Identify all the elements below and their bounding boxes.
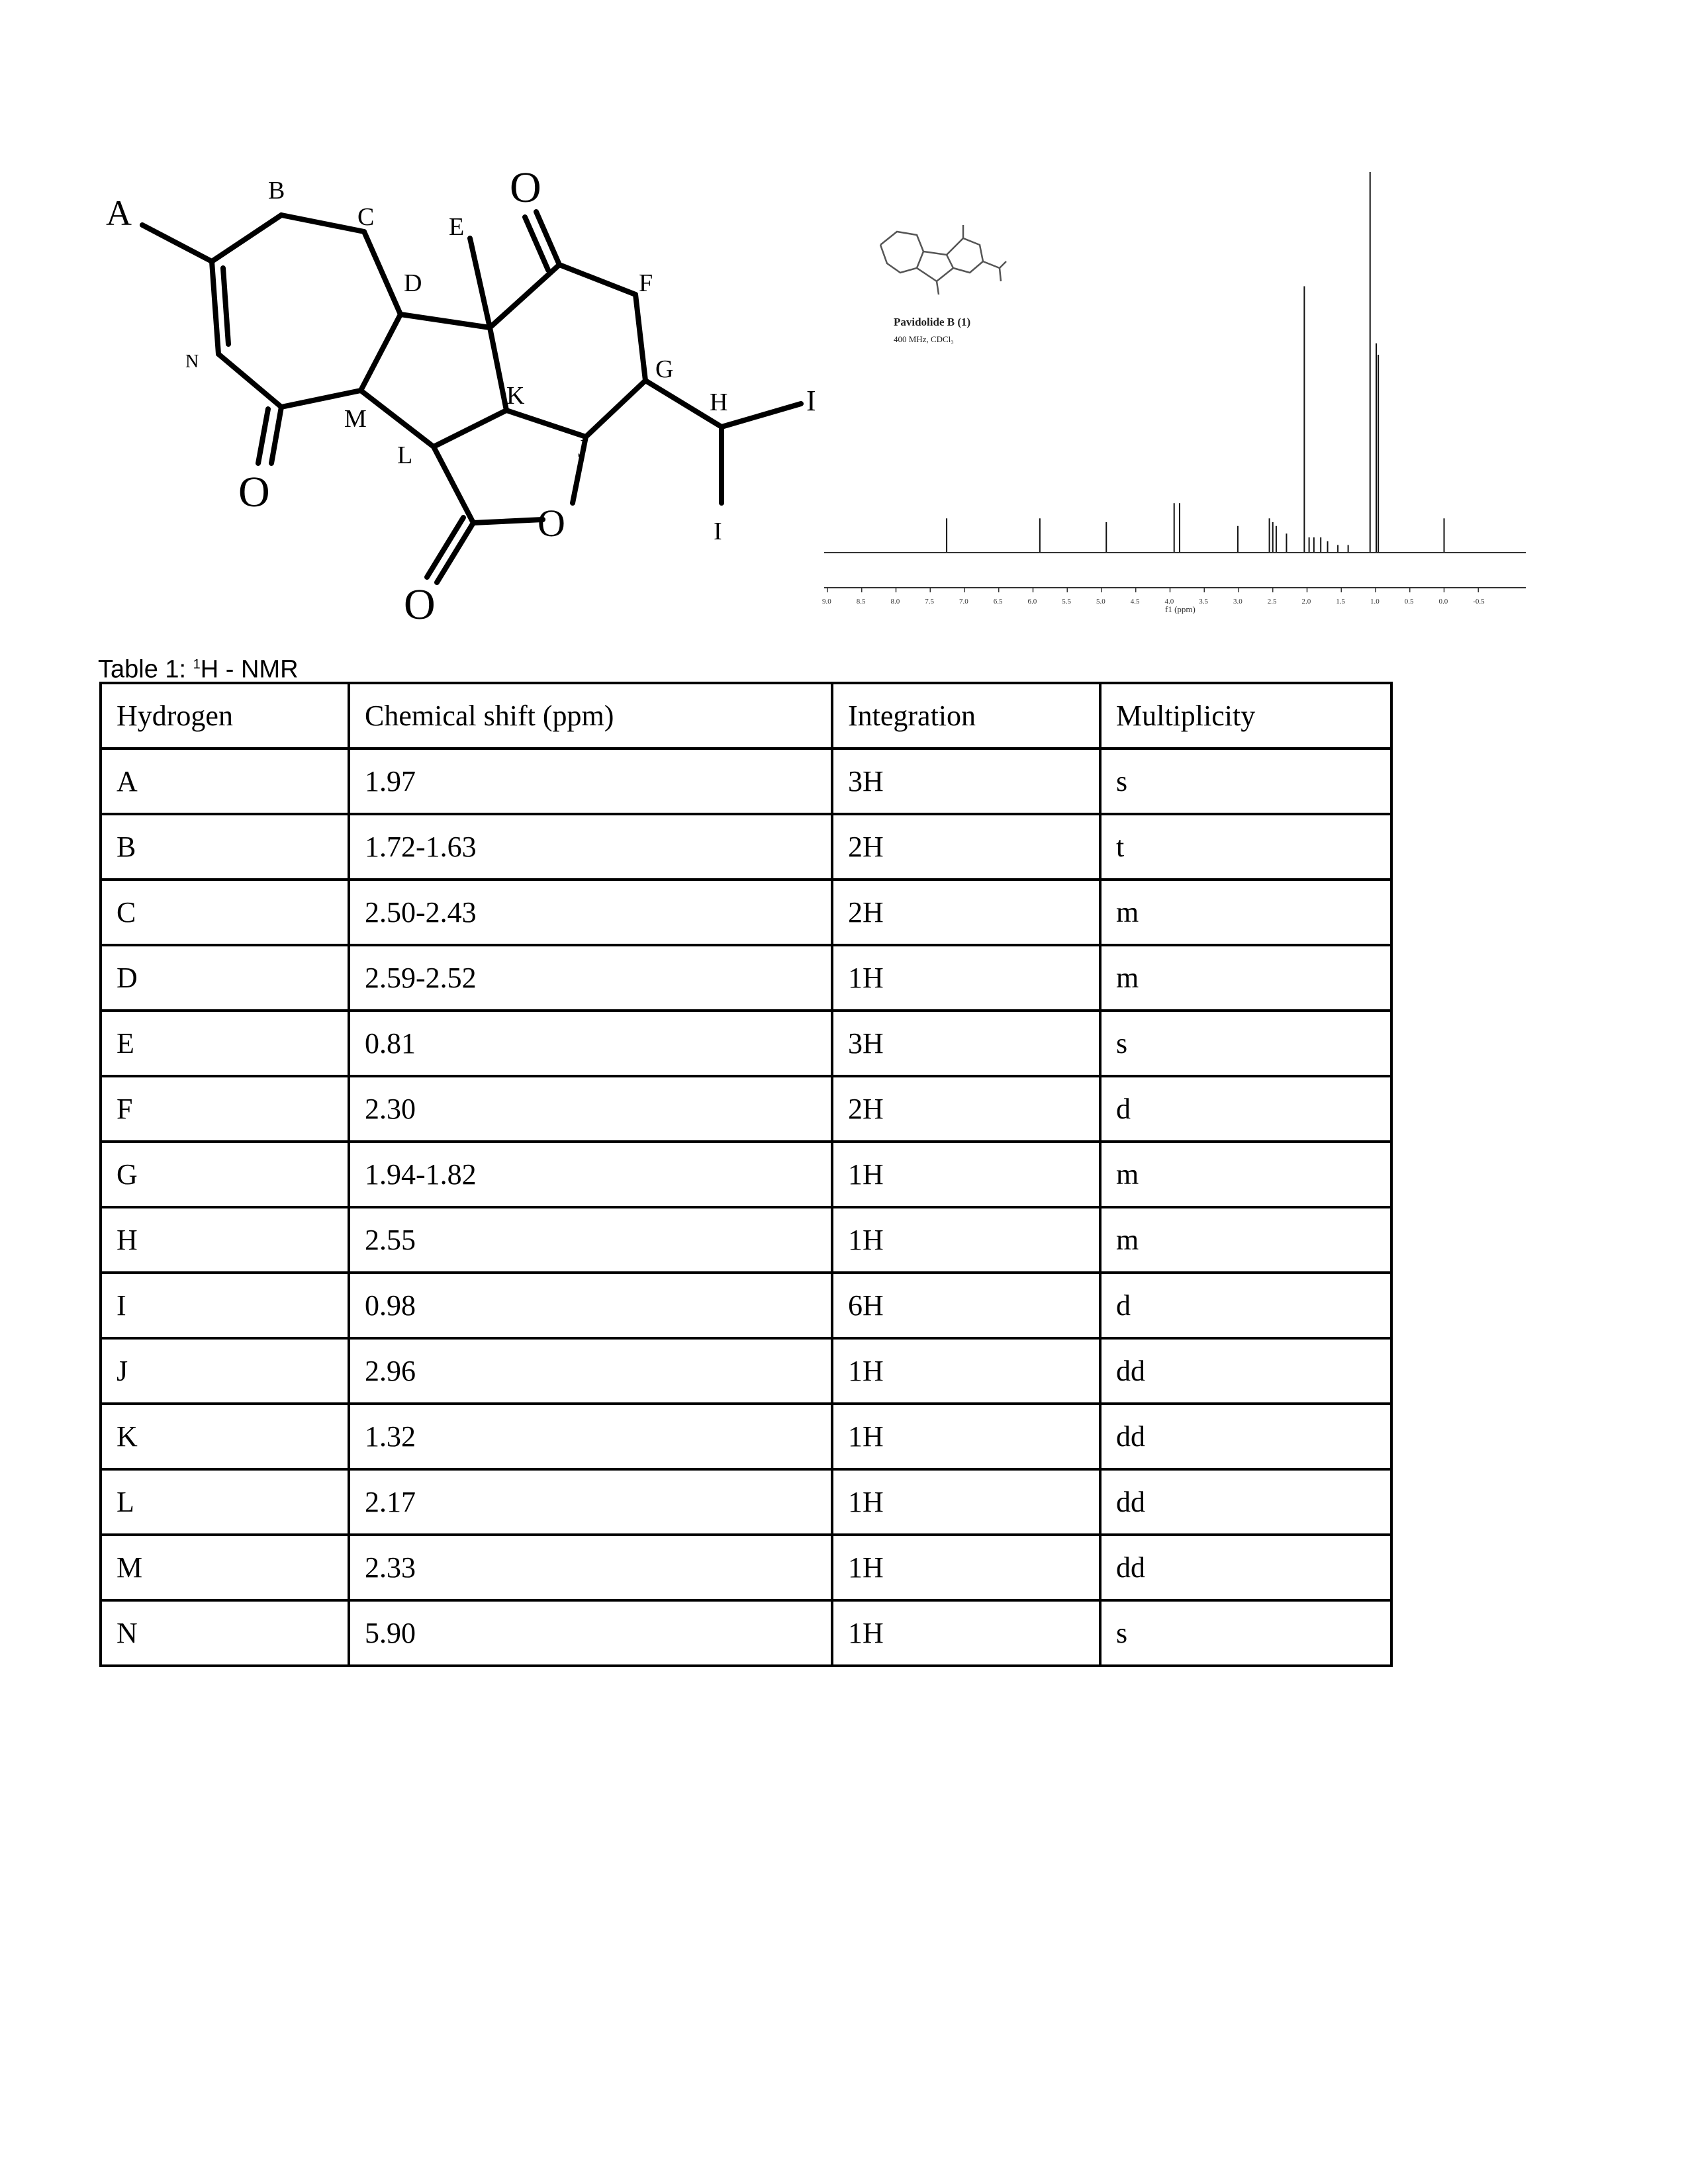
atom-label-m: M xyxy=(344,405,367,433)
cell-hydrogen: G xyxy=(101,1142,349,1207)
cell-hydrogen: E xyxy=(101,1011,349,1076)
cell-multiplicity: s xyxy=(1100,749,1391,814)
table-row xyxy=(101,1207,1391,1273)
cell-chemical-shift: 2.17 xyxy=(349,1469,832,1535)
spectrum-tick-label: -0.5 xyxy=(1473,598,1485,606)
cell-integration: 1H xyxy=(832,1600,1100,1666)
spectrum-peaks xyxy=(947,172,1444,553)
cell-chemical-shift: 2.50-2.43 xyxy=(349,880,832,945)
cell-multiplicity: d xyxy=(1100,1076,1391,1142)
header-integration: Integration xyxy=(832,683,1100,749)
atom-label-e: E xyxy=(449,213,465,241)
cell-chemical-shift: 0.81 xyxy=(349,1011,832,1076)
spectrum-tick-label: 6.0 xyxy=(1027,598,1037,606)
cell-multiplicity: m xyxy=(1100,880,1391,945)
atom-label-g: G xyxy=(655,355,674,383)
spectrum-tick-label: 5.5 xyxy=(1062,598,1071,606)
spectrum-tick-label: 1.5 xyxy=(1336,598,1345,606)
cell-integration: 1H xyxy=(832,1207,1100,1273)
table-row xyxy=(101,814,1391,880)
table-row xyxy=(101,1469,1391,1535)
cell-integration: 1H xyxy=(832,1142,1100,1207)
cell-multiplicity: dd xyxy=(1100,1469,1391,1535)
caption-suffix: H - NMR xyxy=(200,655,299,684)
spectrum-axis-label: f1 (ppm) xyxy=(1165,604,1196,614)
cell-chemical-shift: 2.59-2.52 xyxy=(349,945,832,1011)
cell-hydrogen: C xyxy=(101,880,349,945)
table-caption xyxy=(98,650,299,684)
atom-label-a: A xyxy=(106,193,132,233)
cell-hydrogen: B xyxy=(101,814,349,880)
cell-multiplicity: dd xyxy=(1100,1535,1391,1600)
spectrum-tick-label: 3.0 xyxy=(1233,598,1243,606)
atom-label-i-right: I xyxy=(806,385,816,417)
atom-label-j: J xyxy=(578,435,588,463)
table-row xyxy=(101,1273,1391,1338)
table-row xyxy=(101,1011,1391,1076)
cell-integration: 1H xyxy=(832,1404,1100,1469)
spectrum-tick-label: 4.0 xyxy=(1164,598,1174,606)
cell-hydrogen: N xyxy=(101,1600,349,1666)
atom-label-n: N xyxy=(185,351,199,372)
spectrum-tick-label: 0.5 xyxy=(1404,598,1414,606)
spectrum-tick-label: 4.5 xyxy=(1130,598,1140,606)
cell-chemical-shift: 2.30 xyxy=(349,1076,832,1142)
spectrum-ticks xyxy=(822,588,1485,606)
nmr-table-body xyxy=(101,683,1391,1666)
cell-chemical-shift: 2.33 xyxy=(349,1535,832,1600)
cell-hydrogen: F xyxy=(101,1076,349,1142)
header-chemical-shift: Chemical shift (ppm) xyxy=(349,683,832,749)
oxygen-ring: O xyxy=(538,502,565,545)
atom-label-b: B xyxy=(268,177,285,205)
cell-hydrogen: A xyxy=(101,749,349,814)
cell-multiplicity: m xyxy=(1100,1207,1391,1273)
spectrum-conditions: 400 MHz, CDCl₃ xyxy=(894,334,954,344)
cell-integration: 2H xyxy=(832,814,1100,880)
nmr-table xyxy=(99,682,1393,1667)
structure-atom-labels xyxy=(106,163,816,629)
spectrum-tick-label: 2.0 xyxy=(1301,598,1311,606)
table-row xyxy=(101,1076,1391,1142)
cell-multiplicity: m xyxy=(1100,945,1391,1011)
cell-multiplicity: d xyxy=(1100,1273,1391,1338)
caption-superscript: 1 xyxy=(193,657,201,672)
spectrum-tick-label: 8.5 xyxy=(856,598,866,606)
spectrum-tick-label: 0.0 xyxy=(1438,598,1448,606)
cell-hydrogen: I xyxy=(101,1273,349,1338)
spectrum-tick-label: 3.5 xyxy=(1199,598,1208,606)
oxygen-top: O xyxy=(510,163,541,212)
spectrum-tick-label: 9.0 xyxy=(822,598,831,606)
atom-label-d: D xyxy=(404,269,422,297)
cell-chemical-shift: 1.97 xyxy=(349,749,832,814)
cell-multiplicity: s xyxy=(1100,1011,1391,1076)
cell-integration: 6H xyxy=(832,1273,1100,1338)
header-multiplicity: Multiplicity xyxy=(1100,683,1391,749)
table-header-row xyxy=(101,683,1391,749)
cell-integration: 1H xyxy=(832,1469,1100,1535)
cell-hydrogen: M xyxy=(101,1535,349,1600)
cell-integration: 2H xyxy=(832,880,1100,945)
cell-integration: 1H xyxy=(832,1535,1100,1600)
spectrum-tick-label: 7.5 xyxy=(925,598,934,606)
table-row xyxy=(101,1338,1391,1404)
header-hydrogen: Hydrogen xyxy=(101,683,349,749)
spectrum-tick-label: 1.0 xyxy=(1370,598,1380,606)
cell-integration: 2H xyxy=(832,1076,1100,1142)
cell-integration: 3H xyxy=(832,1011,1100,1076)
cell-multiplicity: s xyxy=(1100,1600,1391,1666)
table-row xyxy=(101,749,1391,814)
atom-label-i-bottom: I xyxy=(714,518,722,545)
atom-label-k: K xyxy=(506,382,525,410)
cell-chemical-shift: 2.96 xyxy=(349,1338,832,1404)
cell-multiplicity: m xyxy=(1100,1142,1391,1207)
oxygen-bottom: O xyxy=(404,580,436,629)
cell-hydrogen: H xyxy=(101,1207,349,1273)
cell-integration: 3H xyxy=(832,749,1100,814)
cell-chemical-shift: 0.98 xyxy=(349,1273,832,1338)
spectrum-compound-label: Pavidolide B (1) xyxy=(894,316,971,328)
table-row xyxy=(101,880,1391,945)
cell-chemical-shift: 1.32 xyxy=(349,1404,832,1469)
caption-prefix: Table 1: xyxy=(98,655,193,684)
nmr-spectrum xyxy=(821,169,1536,632)
cell-multiplicity: dd xyxy=(1100,1404,1391,1469)
cell-chemical-shift: 5.90 xyxy=(349,1600,832,1666)
table-row xyxy=(101,1535,1391,1600)
spectrum-tick-label: 6.5 xyxy=(993,598,1003,606)
atom-label-f: F xyxy=(639,269,653,297)
spectrum-tick-label: 5.0 xyxy=(1096,598,1105,606)
cell-integration: 1H xyxy=(832,945,1100,1011)
cell-hydrogen: D xyxy=(101,945,349,1011)
structure-bonds xyxy=(142,212,801,582)
spectrum-tick-label: 8.0 xyxy=(890,598,900,606)
cell-chemical-shift: 1.72-1.63 xyxy=(349,814,832,880)
cell-integration: 1H xyxy=(832,1338,1100,1404)
inset-molecule xyxy=(880,225,1006,295)
cell-multiplicity: dd xyxy=(1100,1338,1391,1404)
spectrum-tick-label: 2.5 xyxy=(1267,598,1277,606)
table-row xyxy=(101,1404,1391,1469)
oxygen-left: O xyxy=(238,468,270,516)
chemical-structure xyxy=(93,152,874,635)
atom-label-h: H xyxy=(710,388,728,416)
cell-hydrogen: L xyxy=(101,1469,349,1535)
cell-hydrogen: K xyxy=(101,1404,349,1469)
table-row xyxy=(101,1142,1391,1207)
cell-chemical-shift: 2.55 xyxy=(349,1207,832,1273)
spectrum-tick-label: 7.0 xyxy=(959,598,968,606)
atom-label-l: L xyxy=(397,441,413,469)
atom-label-c: C xyxy=(357,203,375,231)
table-row xyxy=(101,1600,1391,1666)
table-row xyxy=(101,945,1391,1011)
cell-multiplicity: t xyxy=(1100,814,1391,880)
cell-chemical-shift: 1.94-1.82 xyxy=(349,1142,832,1207)
cell-hydrogen: J xyxy=(101,1338,349,1404)
